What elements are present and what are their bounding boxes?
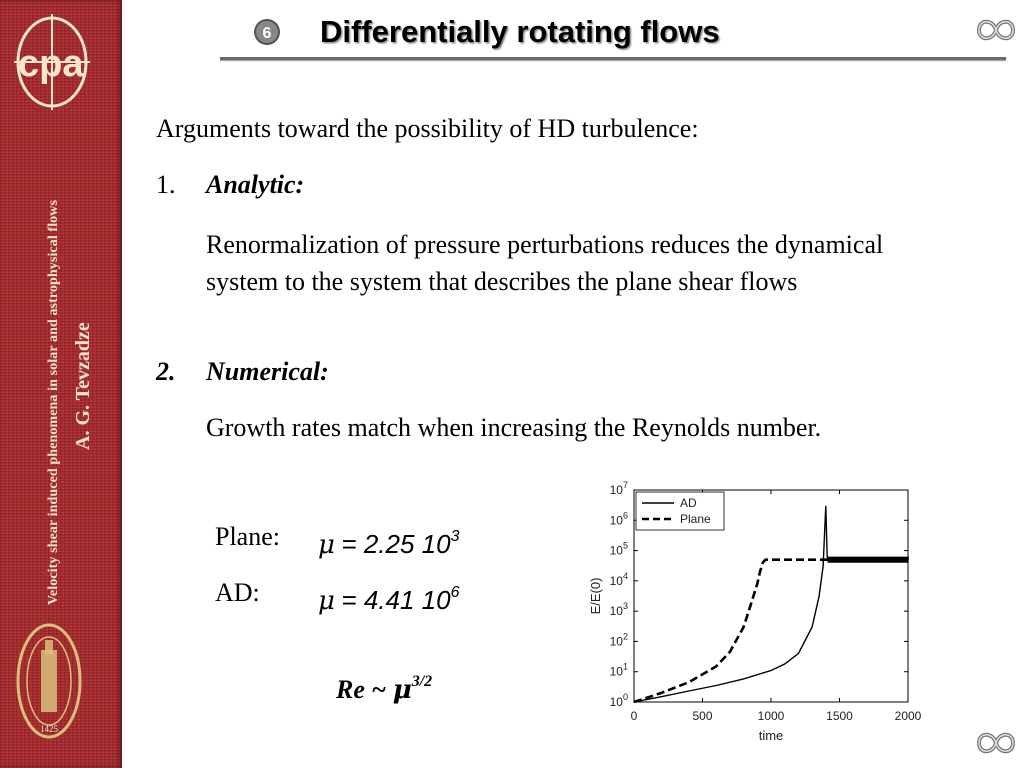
mu-symbol: μ (318, 586, 335, 616)
sidebar (0, 0, 122, 768)
y-tick-label: $10^3$ (609, 601, 628, 619)
item1-number: 1. (156, 170, 176, 199)
slide-number-badge (252, 17, 282, 47)
seal-year: 1425 (40, 724, 58, 734)
plane-label: Plane: (215, 522, 280, 551)
legend-label-plane: Plane (680, 512, 711, 526)
y-tick-label: $10^7$ (609, 480, 628, 497)
item1-body: Renormalization of pressure perturbations reduces the dynamical system to the system that describes the plane shear flows (206, 230, 884, 296)
item2-body: Growth rates match when increasing the Reynolds number. (206, 413, 822, 442)
saturation-noise (829, 557, 909, 563)
vertical-title: Velocity shear induced phenomena in solar and astrophysical flows (46, 199, 61, 605)
ad-label: AD: (215, 578, 260, 607)
ad-exponent: 6 (450, 584, 460, 601)
y-tick-label: $10^1$ (609, 661, 628, 679)
plane-equation (318, 522, 459, 560)
intro-text: Arguments toward the possibility of HD turbulence: (156, 114, 699, 143)
y-tick-label: $10^0$ (609, 692, 628, 709)
x-axis-label: time (758, 728, 784, 743)
reynolds-relation (336, 673, 432, 705)
plane-value: = 2.25 10 (341, 529, 451, 559)
y-tick-label: $10^4$ (609, 570, 628, 588)
celtic-knot-icon (973, 15, 1019, 45)
legend-label-ad: AD (680, 496, 697, 510)
ad-equation (318, 578, 459, 616)
energy-growth-chart (584, 474, 934, 748)
author-name: A. G. Tevzadze (72, 322, 94, 450)
plane-exponent: 3 (450, 528, 460, 545)
y-tick-label: $10^2$ (609, 631, 628, 649)
slide-number: 6 (262, 25, 272, 42)
x-tick-label: 1000 (757, 709, 785, 723)
y-tick-label: $10^6$ (609, 510, 628, 528)
logo-text: cpa (18, 43, 84, 85)
university-seal (14, 620, 84, 742)
cpa-logo (12, 12, 118, 112)
mu-symbol: μ (392, 675, 412, 705)
slide-title: Differentially rotating flows (320, 14, 720, 49)
series-plane-line (634, 560, 908, 702)
mu-symbol: μ (318, 530, 335, 560)
re-left: Re ~ (336, 675, 393, 704)
x-tick-label: 1500 (826, 709, 853, 723)
y-tick-label: $10^5$ (609, 540, 628, 558)
item1-heading: Analytic: (206, 170, 305, 199)
series-ad-line (634, 506, 908, 702)
x-tick-label: 500 (692, 709, 713, 723)
re-exponent: 3/2 (411, 673, 433, 690)
title-divider (220, 57, 1006, 60)
celtic-knot-icon (973, 728, 1019, 758)
item2-number: 2. (156, 357, 176, 386)
item2-heading: Numerical: (206, 357, 329, 386)
x-tick-label: 2000 (894, 709, 922, 723)
ad-value: = 4.41 10 (341, 585, 451, 615)
x-tick-label: 0 (630, 709, 638, 723)
y-axis-label: E/E(0) (588, 577, 603, 615)
